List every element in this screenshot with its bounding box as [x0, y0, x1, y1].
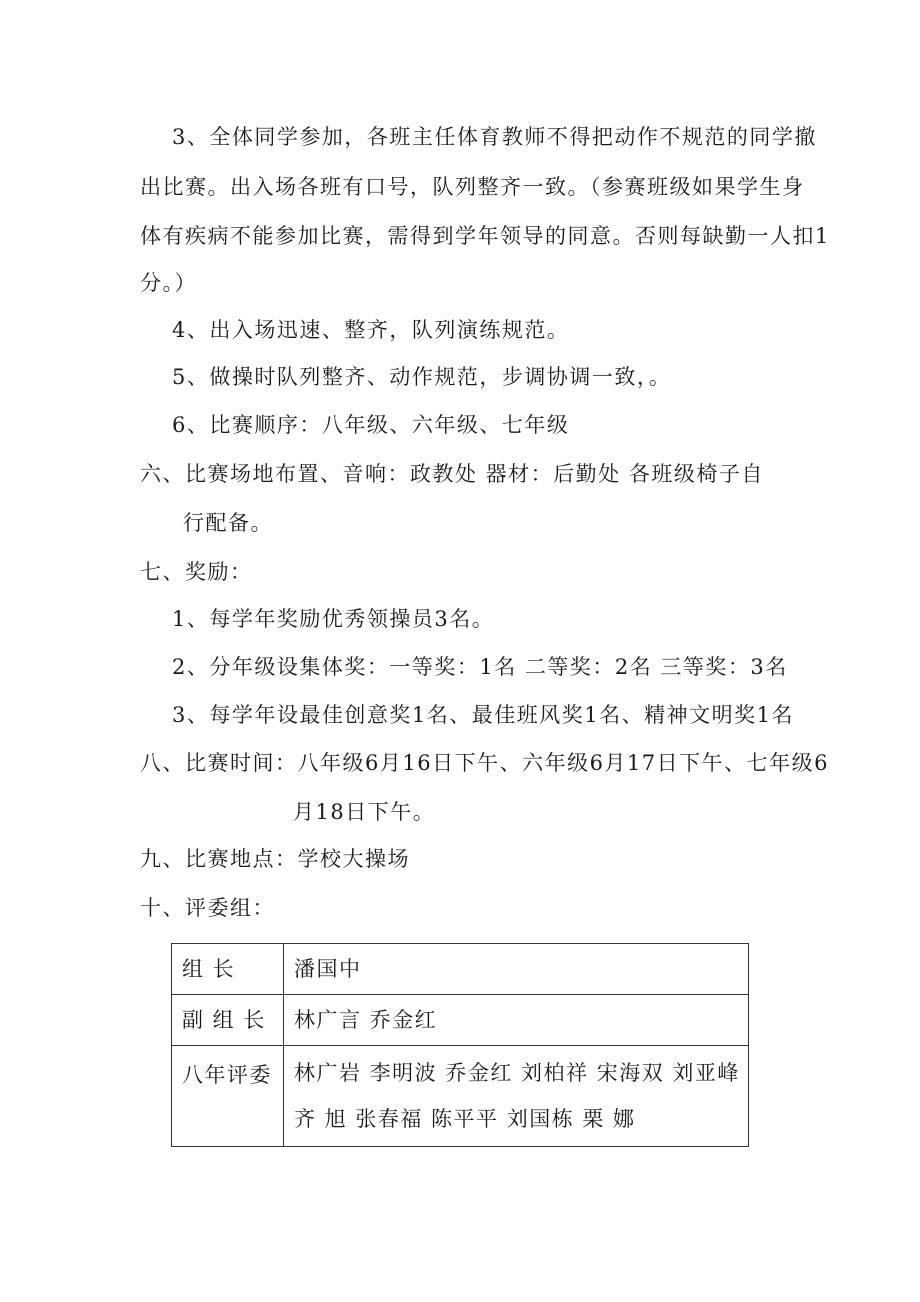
names-line-1: 林广岩 李明波 乔金红 刘柏祥 宋海双 刘亚峰 — [294, 1061, 740, 1085]
rule-3-line-1: 3、全体同学参加，各班主任体育教师不得把动作不规范的同学撤 — [172, 125, 817, 149]
section-6-line-1: 六、比赛场地布置、音响：政教处 器材：后勤处 各班级椅子自 — [140, 462, 764, 486]
role-leader: 组 长 — [172, 944, 284, 995]
names-leader: 潘国中 — [284, 944, 749, 995]
rule-5: 5、做操时队列整齐、动作规范，步调协调一致，。 — [172, 365, 672, 389]
award-2: 2、分年级设集体奖：一等奖：1名 二等奖：2名 三等奖：3名 — [172, 655, 788, 679]
rule-4: 4、出入场迅速、整齐，队列演练规范。 — [172, 318, 570, 342]
role-grade8-judges: 八年评委 — [172, 1046, 284, 1147]
table-row — [172, 995, 749, 1046]
award-1: 1、每学年奖励优秀领操员3名。 — [172, 607, 495, 631]
rule-6: 6、比赛顺序：八年级、六年级、七年级 — [172, 413, 570, 437]
section-10-heading: 十、评委组： — [140, 896, 275, 920]
names-deputy-leader: 林广言 乔金红 — [284, 995, 749, 1046]
section-6-line-2: 行配备。 — [183, 511, 273, 535]
names-line-2: 齐 旭 张春福 陈平平 刘国栋 栗 娜 — [294, 1107, 636, 1131]
section-8-line-1: 八、比赛时间：八年级6月16日下午、六年级6月17日下午、七年级6 — [140, 751, 830, 775]
rule-3-line-4: 分。） — [140, 271, 197, 295]
judges-table — [171, 943, 749, 1147]
rule-3-line-2: 出比赛。出入场各班有口号，队列整齐一致。（参赛班级如果学生身 — [140, 175, 805, 199]
rule-3-line-3: 体有疾病不能参加比赛，需得到学年领导的同意。否则每缺勤一人扣1 — [140, 224, 830, 248]
role-deputy-leader: 副 组 长 — [172, 995, 284, 1046]
table-row — [172, 944, 749, 995]
section-9: 九、比赛地点：学校大操场 — [140, 847, 410, 871]
section-7-heading: 七、奖励： — [140, 560, 253, 584]
award-3: 3、每学年设最佳创意奖1名、最佳班风奖1名、精神文明奖1名 — [172, 703, 794, 727]
names-grade8-judges — [284, 1046, 749, 1147]
section-8-line-2: 月18日下午。 — [293, 800, 436, 824]
table-row — [172, 1046, 749, 1147]
